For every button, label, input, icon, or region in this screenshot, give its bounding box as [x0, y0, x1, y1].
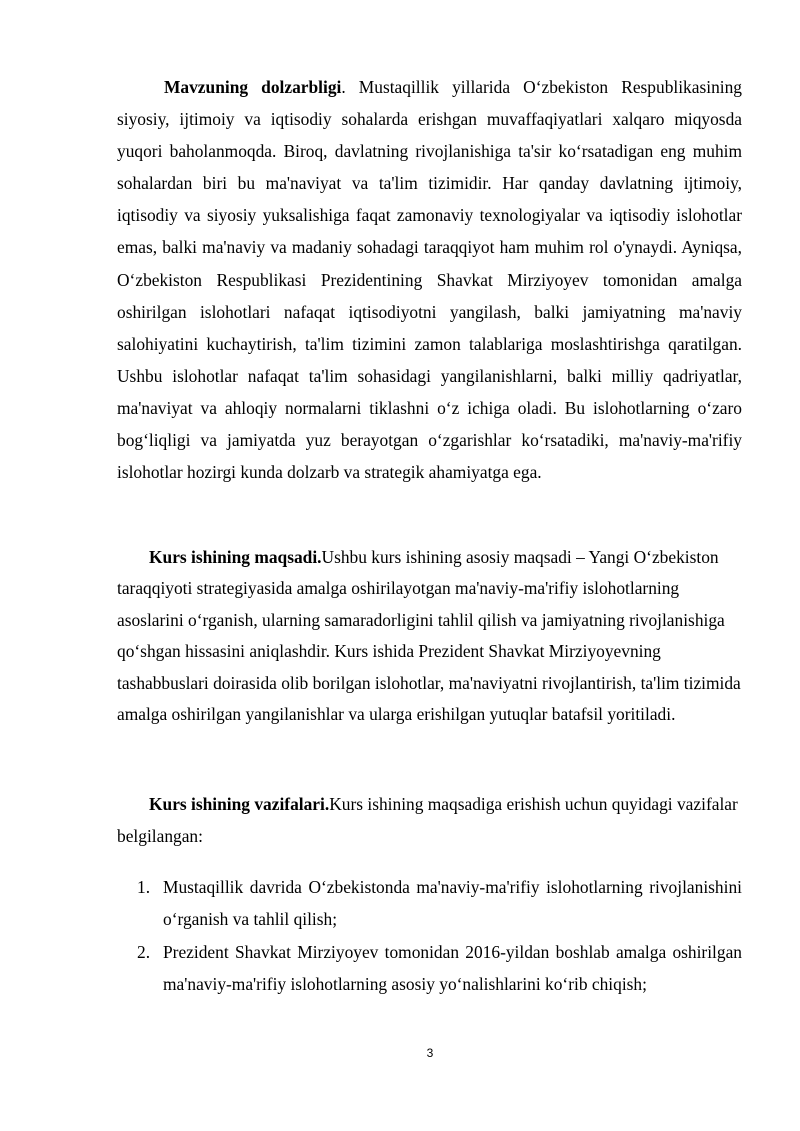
- paragraph-tasks: [117, 789, 742, 852]
- paragraph-text: . Mustaqillik yillarida O‘zbekiston Respublikasining siyosiy, ijtimoiy va iqtisodiy sohalarda erishgan muvaffaqiyatlari xalqaro miqyosda yuqori baholanmoqda. Biroq, davlatning rivojlanishiga ta'sir ko‘rsatadigan eng muhim sohalardan biri bu ma'naviyat va ta'lim tizimidir. Har qanday davlatning ijtimoiy, iqtisodiy va siyosiy yuksalishiga faqat zamonaviy texnologiyalar va iqtisodiy islohotlar emas, balki ma'naviy va madaniy sohadagi taraqqiyot ham muhim rol o'ynaydi. Ayniqsa, O‘zbekiston Respublikasi Prezidentining Shavkat Mirziyoyev tomonidan amalga oshirilgan islohotlari nafaqat iqtisodiyotni yangilash, balki jamiyatning ma'naviy salohiyatini kuchaytirish, ta'lim tizimini zamon talablariga moslashtirishga qaratilgan. Ushbu islohotlar nafaqat ta'lim sohasidagi yangilanishlarni, balki milliy qadriyatlar, ma'naviyat va ahloqiy normalarni tiklashni o‘z ichiga oladi. Bu islohotlarning o‘zaro bog‘liqligi va jamiyatda yuz berayotgan o‘zgarishlar ko‘rsatadiki, ma'naviy-ma'rifiy islohotlar hozirgi kunda dolzarb va strategik ahamiyatga ega.: [117, 77, 742, 483]
- list-item-text: Prezident Shavkat Mirziyoyev tomonidan 2016-yildan boshlab amalga oshirilgan ma'naviy-ma'rifiy islohotlarning asosiy yo‘nalishlarini ko‘rib chiqish;: [163, 942, 742, 995]
- list-item: [117, 936, 742, 1000]
- paragraph-heading: Kurs ishining maqsadi.: [149, 547, 322, 567]
- tasks-list: [117, 871, 742, 1000]
- paragraph-heading: Mavzuning dolzarbligi: [164, 77, 342, 97]
- list-item-number: 1.: [137, 877, 151, 897]
- list-item: [117, 871, 742, 935]
- paragraph-text: Ushbu kurs ishining asosiy maqsadi – Yangi O‘zbekiston taraqqiyoti strategiyasida amalga oshirilayotgan ma'naviy-ma'rifiy islohotlarning asoslarini o‘rganish, ularning samaradorligini tahlil qilish va jamiyatning rivojlanishiga qo‘shgan hissasini aniqlashdir. Kurs ishida Prezident Shavkat Mirziyoyevning tashabbuslari doirasida olib borilgan islohotlar, ma'naviyatni rivojlantirish, ta'lim tizimida amalga oshirilgan yangilanishlar va ularga erishilgan yutuqlar batafsil yoritiladi.: [117, 547, 741, 725]
- paragraph-relevance: [117, 71, 742, 488]
- paragraph-text: Kurs ishining maqsadiga erishish uchun quyidagi vazifalar belgilangan:: [117, 794, 738, 846]
- list-item-text: Mustaqillik davrida O‘zbekistonda ma'naviy-ma'rifiy islohotlarning rivojlanishini o‘rganish va tahlil qilish;: [163, 877, 742, 930]
- list-item-number: 2.: [137, 942, 151, 963]
- paragraph-heading: Kurs ishining vazifalari.: [149, 794, 330, 814]
- page-number: 3: [426, 1046, 434, 1060]
- paragraph-goal: [117, 542, 742, 730]
